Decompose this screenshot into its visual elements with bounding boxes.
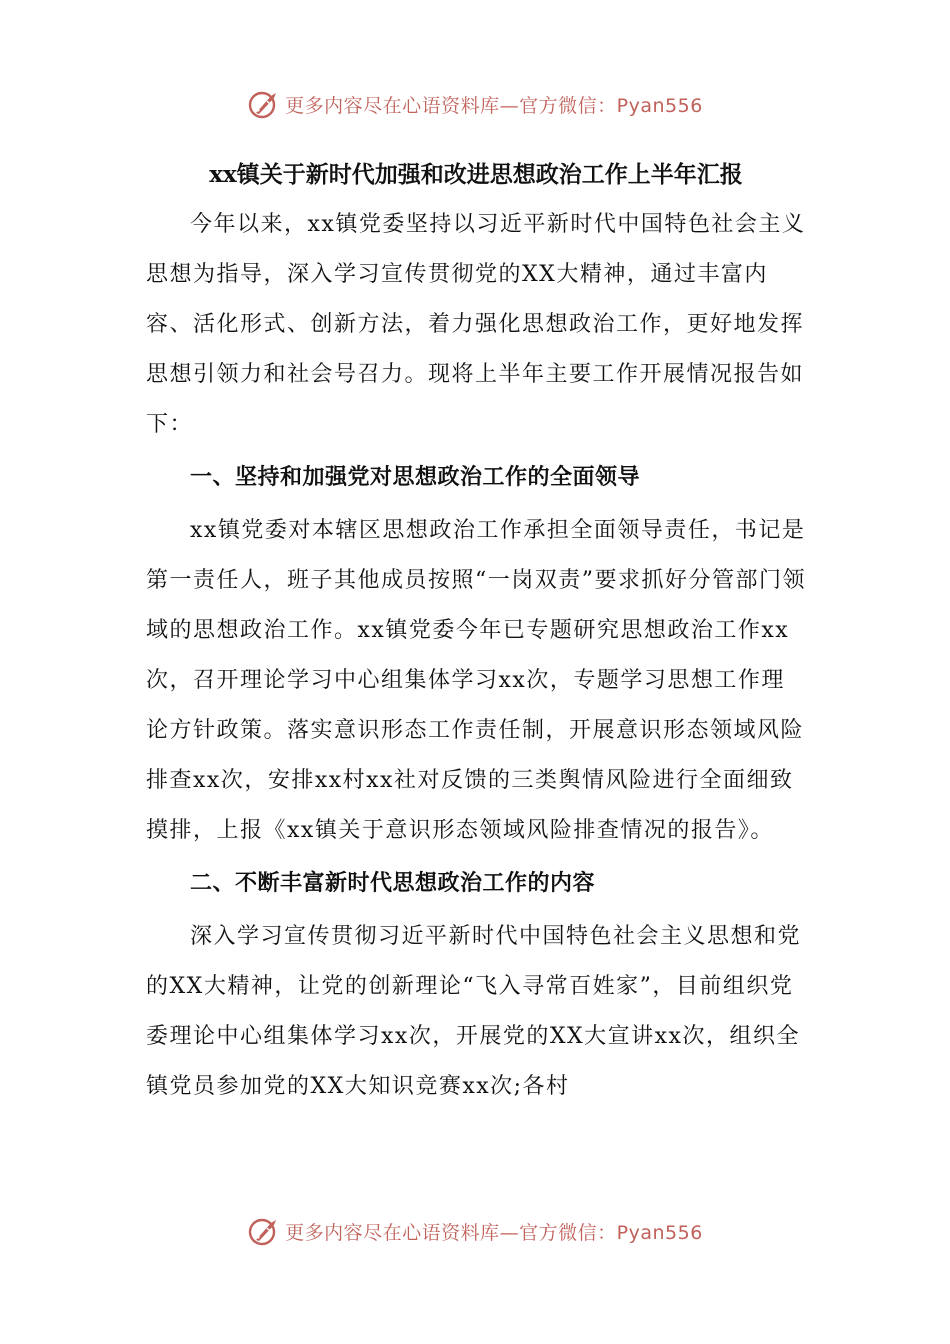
section-2-paragraph: 深入学习宣传贯彻习近平新时代中国特色社会主义思想和党的XX大精神，让党的创新理论“飞入寻常百姓家”，目前组织党委理论中心组集体学习xx次，开展党的XX大宣讲xx次，组织全镇党员参加党的XX大知识竞赛xx次;各村 bbox=[146, 924, 802, 1099]
pen-nib-icon bbox=[247, 87, 281, 121]
footer-banner bbox=[0, 1211, 950, 1251]
pen-nib-icon bbox=[247, 1214, 281, 1248]
header-banner bbox=[0, 84, 950, 124]
section-2-heading: 二、不断丰富新时代思想政治工作的内容 bbox=[190, 870, 596, 896]
document-body bbox=[146, 150, 806, 1112]
intro-paragraph: 今年以来，xx镇党委坚持以习近平新时代中国特色社会主义思想为指导，深入学习宣传贯彻党的XX大精神，通过丰富内容、活化形式、创新方法，着力强化思想政治工作，更好地发挥思想引领力和社会号召力。现将上半年主要工作开展情况报告如下： bbox=[146, 212, 806, 437]
document-title: xx镇关于新时代加强和改进思想政治工作上半年汇报 bbox=[209, 161, 743, 188]
banner-text: 更多内容尽在心语资料库—官方微信：Pyan556 bbox=[285, 1221, 703, 1244]
wechat-account: Pyan556 bbox=[616, 1221, 703, 1244]
section-1-paragraph: xx镇党委对本辖区思想政治工作承担全面领导责任，书记是第一责任人，班子其他成员按照“一岗双责”要求抓好分管部门领域的思想政治工作。xx镇党委今年已专题研究思想政治工作xx次，召开理论学习中心组集体学习xx次，专题学习思想工作理论方针政策。落实意识形态工作责任制，开展意识形态领域风险排查xx次，安排xx村xx社对反馈的三类舆情风险进行全面细致摸排，上报《xx镇关于意识形态领域风险排查情况的报告》。 bbox=[146, 518, 806, 843]
section-1-heading: 一、坚持和加强党对思想政治工作的全面领导 bbox=[190, 464, 641, 490]
banner-text: 更多内容尽在心语资料库—官方微信：Pyan556 bbox=[285, 94, 703, 117]
wechat-account: Pyan556 bbox=[616, 94, 703, 117]
